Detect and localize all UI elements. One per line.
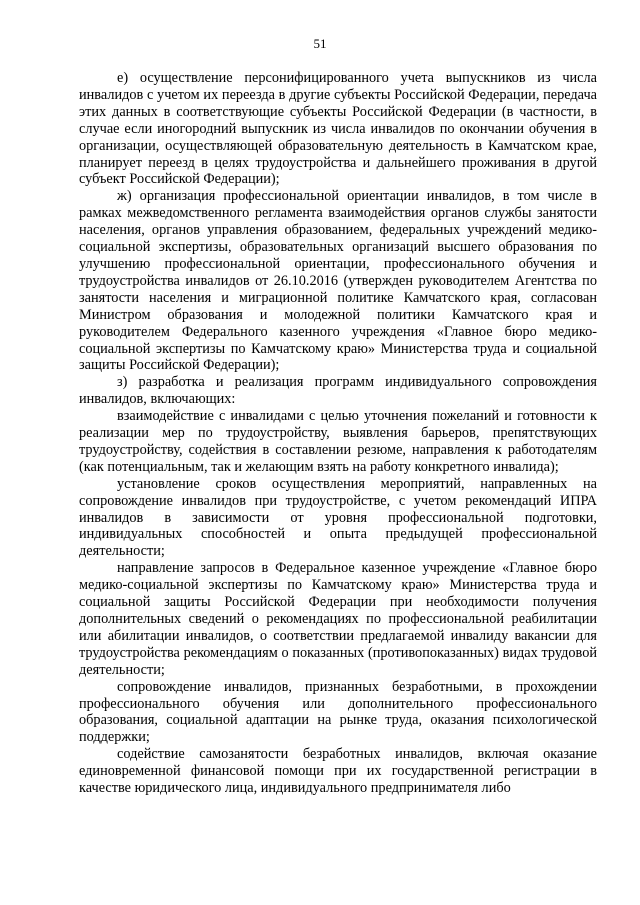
paragraph-interaction: взаимодействие с инвалидами с целью уточнения пожеланий и готовности к реализации мер по трудоустройству, выявления барьеров, препятствующих трудоустройству, содействия в составлении резюме, направления к работодателям (как потенциальным, так и желающим взять на работу конкретного инвалида); (79, 408, 597, 475)
paragraph-self-employment: содействие самозанятости безработных инвалидов, включая оказание единовременной финансовой помощи при их государственной регистрации в качестве юридического лица, индивидуального предпринимателя либо (79, 746, 597, 797)
document-body (79, 70, 597, 797)
page-number: 51 (313, 36, 327, 51)
paragraph-z: з) разработка и реализация программ индивидуального сопровождения инвалидов, включающих: (79, 374, 597, 408)
paragraph-deadlines: установление сроков осуществления мероприятий, направленных на сопровождение инвалидов при трудоустройстве, с учетом рекомендаций ИПРА инвалидов в зависимости от уровня профессиональной подготовки, индивидуальных способностей и опыта предыдущей профессиональной деятельности; (79, 475, 597, 560)
paragraph-support: сопровождение инвалидов, признанных безработными, в прохождении профессионального обучения или дополнительного профессионального образования, социальной адаптации на рынке труда, оказания психологической поддержки; (79, 678, 597, 746)
paragraph-e: е) осуществление персонифицированного учета выпускников из числа инвалидов с учетом их переезда в другие субъекты Российской Федерации, передача этих данных в соответствующие субъекты Российской Федерации (в частности, в случае если иногородний выпускник из числа инвалидов по окончании обучения в организации, осуществляющей образовательную деятельность в Камчатском крае, планирует переезд в целях трудоустройства и дальнейшего проживания в другой субъект Российской Федерации); (79, 70, 597, 188)
paragraph-zh: ж) организация профессиональной ориентации инвалидов, в том числе в рамках межведомственного регламента взаимодействия органов службы занятости населения, органов управления образованием, федеральных учреждений медико-социальной экспертизы, образовательных организаций высшего образования по улучшению профессиональной ориентации, профессионального обучения и трудоустройства инвалидов от 26.10.2016 (утвержден руководителем Агентства по занятости населения и миграционной политике Камчатского края, согласован Министром образования и молодежной политики Камчатского края и руководителем Федерального казенного учреждения «Главное бюро медико-социальной экспертизы по Камчатскому краю» Министерства труда и социальной защиты Российской Федерации); (79, 188, 597, 374)
paragraph-requests: направление запросов в Федеральное казенное учреждение «Главное бюро медико-социальной экспертизы по Камчатскому краю» Министерства труда и социальной защиты Российской Федерации при необходимости получения дополнительных сведений о рекомендациях по профессиональной реабилитации или абилитации инвалидов, о соответствии предлагаемой инвалиду вакансии для трудоустройства рекомендациям о показанных (противопоказанных) видах трудовой деятельности; (79, 560, 597, 678)
